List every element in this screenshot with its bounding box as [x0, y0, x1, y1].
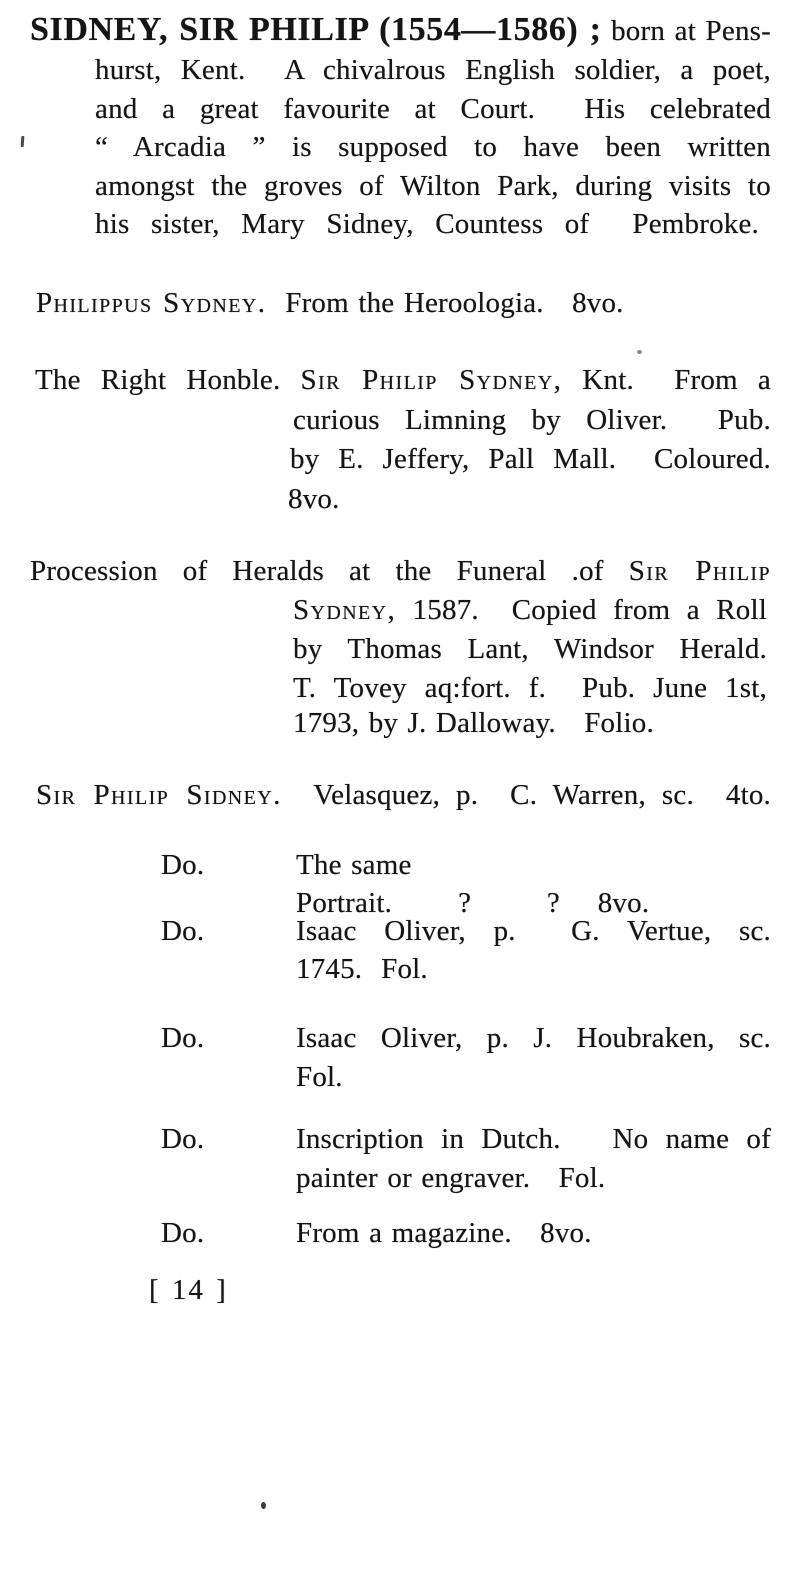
ditto-label: Do.: [161, 1022, 205, 1054]
entry-limning-subject: Sir Philip Sydney,: [300, 364, 563, 396]
entry-procession-subject-1: Sir Philip: [628, 555, 771, 587]
entry-header-line-1: [30, 11, 771, 50]
scan-speck: [21, 136, 25, 147]
entry-limning-line-2: curious Limning by Oliver. Pub.: [293, 404, 771, 436]
entry-heading-name: SIDNEY, SIR PHILIP (1554—1586) ;: [30, 11, 602, 48]
entry-header-line-5: amongst the groves of Wilton Park, during visits to: [95, 170, 771, 202]
entry-limning-pre: The Right Honble.: [35, 364, 301, 396]
entry-procession-line-2: [293, 591, 767, 629]
ditto-desc-line: From a magazine. 8vo.: [296, 1217, 592, 1249]
scan-speck: [637, 350, 642, 354]
entry-limning-post: Knt. From a: [562, 364, 771, 396]
entry-header-line-3: and a great favourite at Court. His celebrated: [95, 93, 771, 125]
entry-limning-line-3: by E. Jeffery, Pall Mall. Coloured.: [290, 443, 771, 475]
entry-procession-line-1: [30, 552, 771, 590]
entry-limning-line-1: [35, 361, 771, 399]
ditto-desc-line: Isaac Oliver, p. J. Houbraken, sc.: [296, 1022, 771, 1054]
entry-heroologia: [36, 284, 624, 322]
entry-limning-line-4: 8vo.: [288, 483, 340, 515]
ditto-desc-line: 1745. Fol.: [296, 953, 428, 985]
ditto-label: Do.: [161, 1217, 205, 1249]
ditto-label: Do.: [161, 849, 205, 881]
page-number: [ 14 ]: [149, 1274, 228, 1306]
ditto-desc-line: painter or engraver. Fol.: [296, 1162, 606, 1194]
entry-velasquez-text: Velasquez, p. C. Warren, sc. 4to.: [281, 779, 771, 811]
ditto-label: Do.: [161, 915, 205, 947]
ditto-desc-line: The same Portrait. ? ? 8vo.: [296, 849, 650, 919]
entry-procession-subject-2: Sydney,: [293, 594, 397, 626]
ditto-desc-line: Fol.: [296, 1061, 343, 1093]
entry-procession-pre: Procession of Heralds at the Funeral .of: [30, 555, 629, 587]
entry-header-line-2: hurst, Kent. A chivalrous English soldier, a poet,: [95, 54, 771, 86]
ditto-desc-line: Inscription in Dutch. No name of: [296, 1123, 771, 1155]
entry-heading-text: born at Pens-: [601, 15, 771, 47]
entry-header-line-4: “ Arcadia ” is supposed to have been written: [95, 131, 771, 163]
entry-header-line-6: his sister, Mary Sidney, Countess of Pembroke.: [95, 208, 759, 240]
entry-procession-line-5: 1793, by J. Dalloway. Folio.: [293, 707, 654, 739]
entry-heroologia-subject: Philippus Sydney.: [36, 287, 267, 319]
scan-speck: [261, 1502, 266, 1509]
entry-procession-line-4: T. Tovey aq:fort. f. Pub. June 1st,: [293, 672, 767, 704]
entry-procession-text-2: 1587. Copied from a Roll: [396, 594, 767, 626]
entry-heroologia-text: From the Heroologia. 8vo.: [266, 287, 624, 319]
entry-velasquez: [36, 776, 771, 814]
ditto-label: Do.: [161, 1123, 205, 1155]
ditto-desc-line: Isaac Oliver, p. G. Vertue, sc.: [296, 915, 771, 947]
entry-velasquez-subject: Sir Philip Sidney.: [36, 779, 282, 811]
entry-procession-line-3: by Thomas Lant, Windsor Herald.: [293, 633, 767, 665]
